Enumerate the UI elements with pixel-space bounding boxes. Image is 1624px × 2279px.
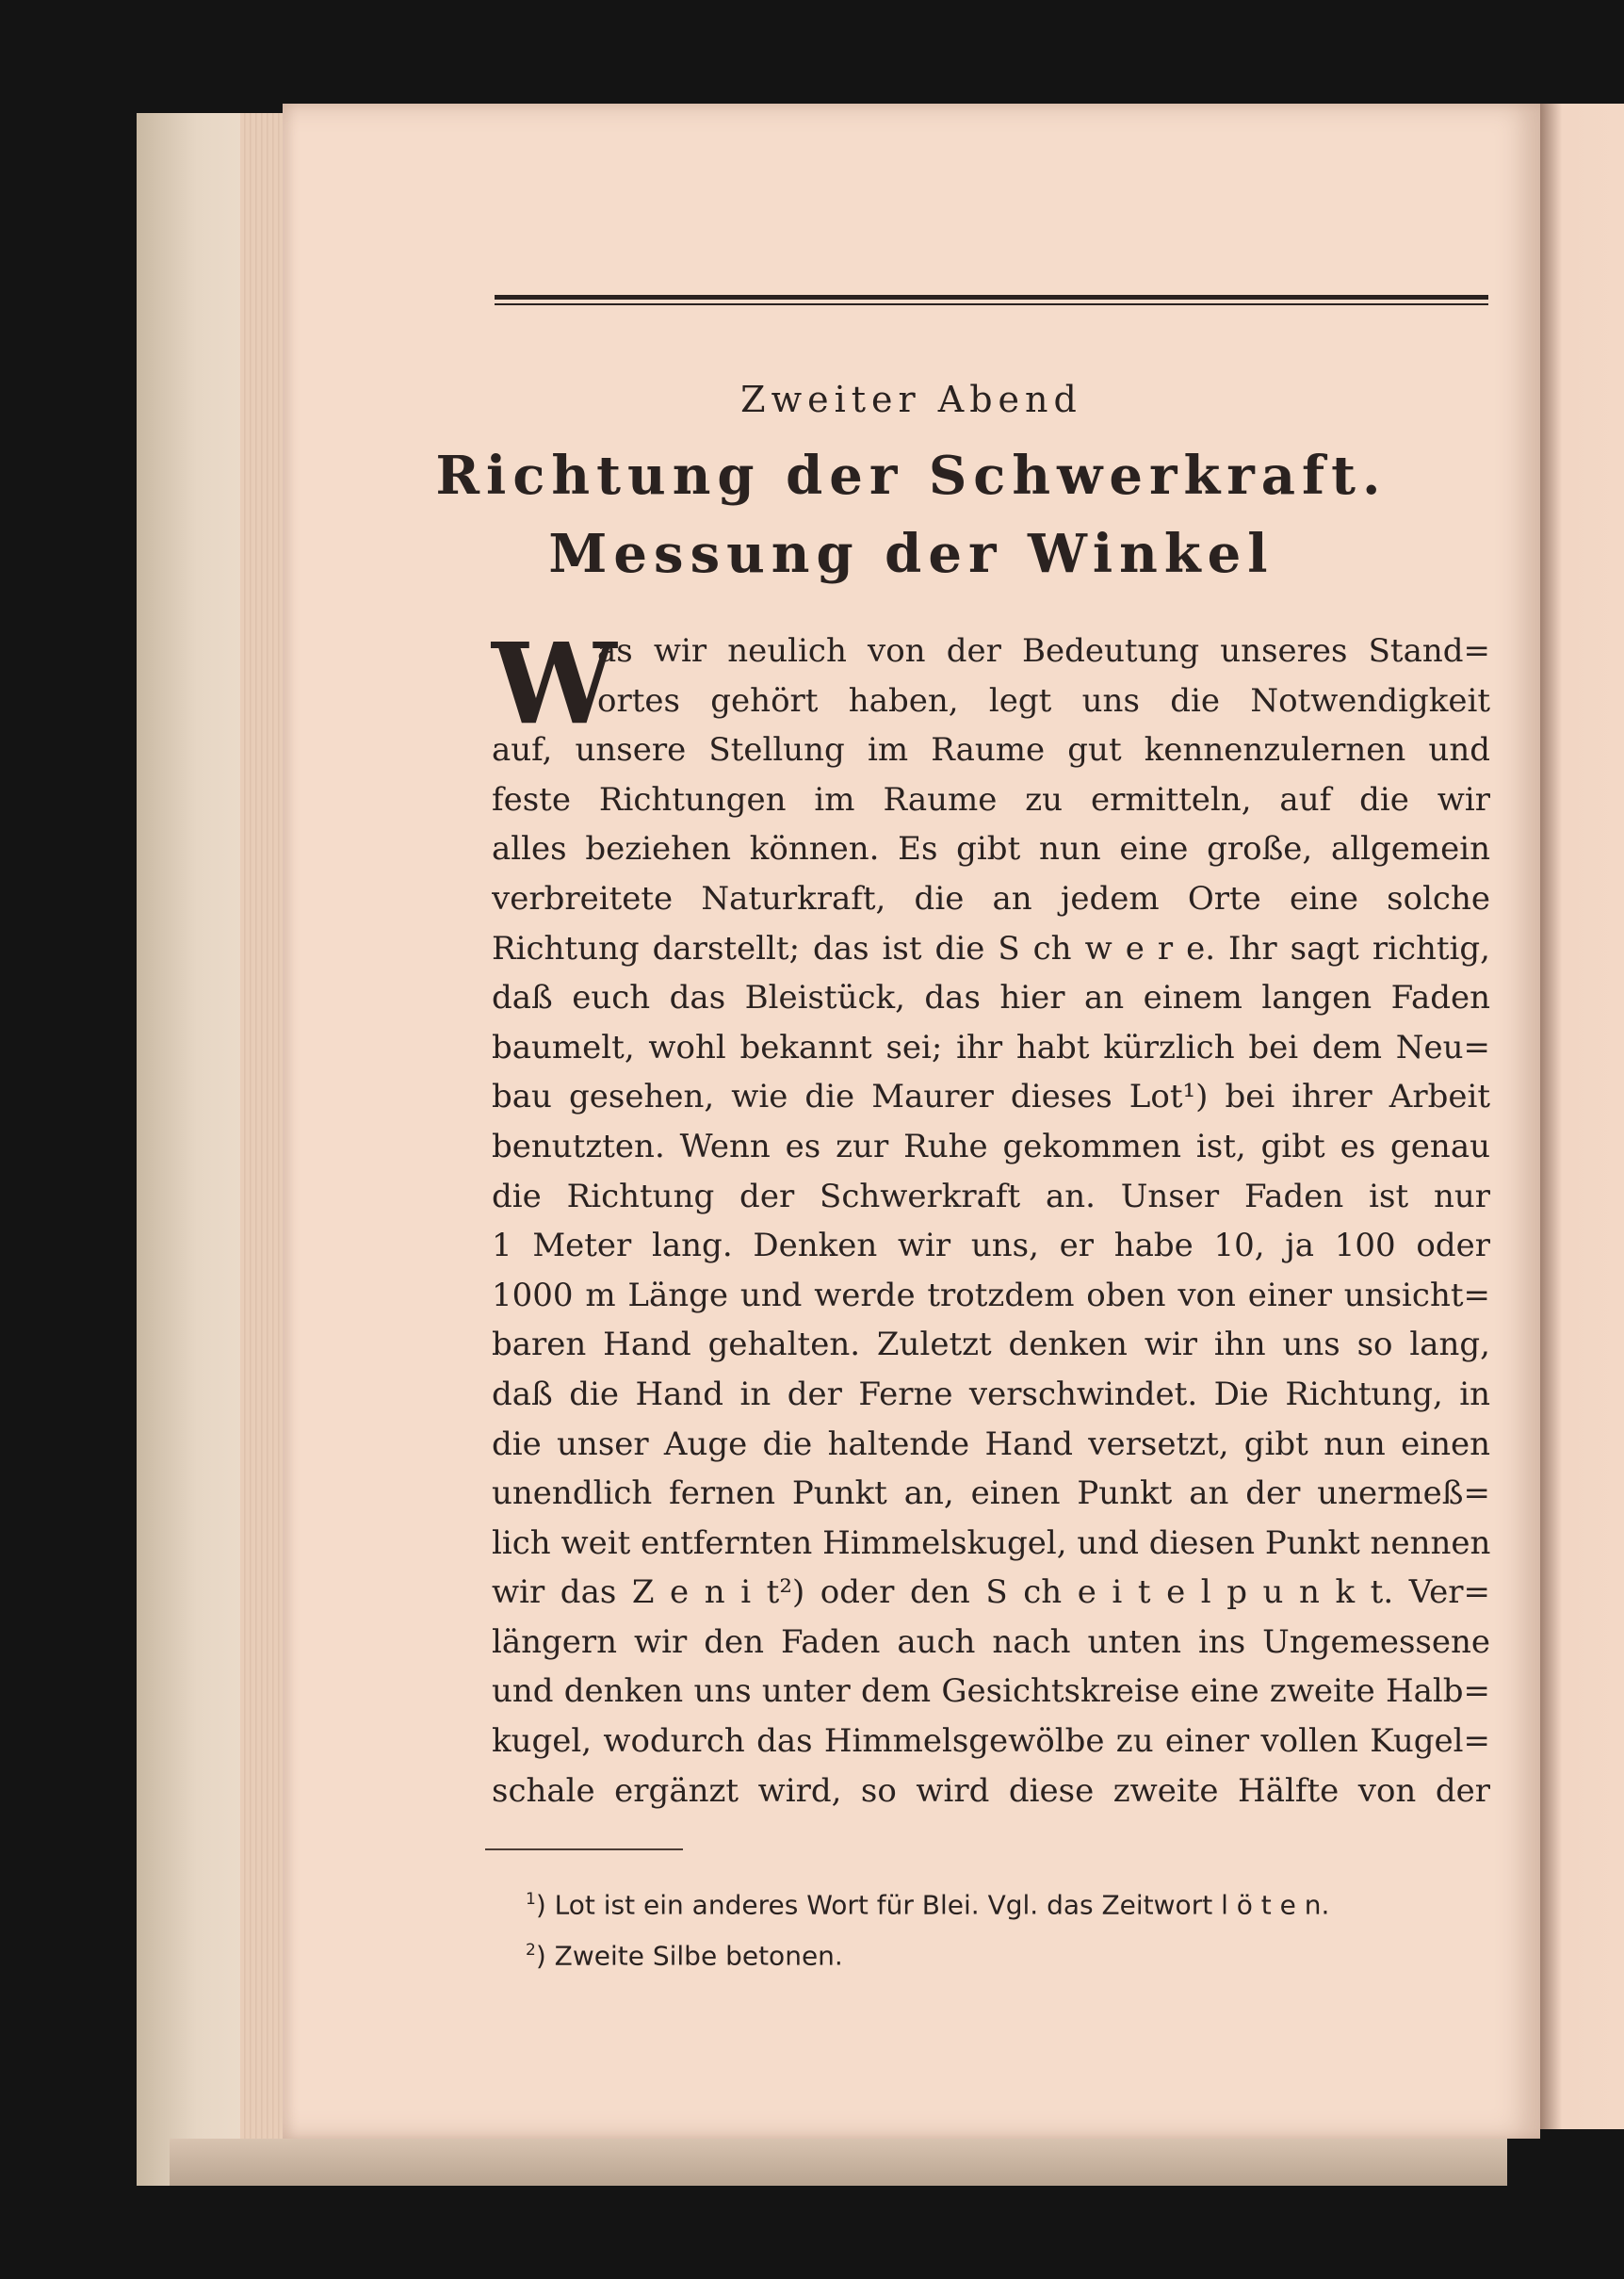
chapter-title-line-1: Richtung der Schwerkraft. <box>435 445 1388 507</box>
body-line: bau gesehen, wie die Maurer dieses Lot¹) bei ihrer Arbeit <box>492 1078 1490 1116</box>
body-line: ortes gehört haben, legt uns die Notwendigkeit <box>597 681 1490 720</box>
footnote-mark: 2 <box>526 1941 536 1961</box>
body-line: und denken uns unter dem Gesichtskreise eine zweite Halb= <box>492 1672 1490 1711</box>
body-line: 1 Meter lang. Denken wir uns, er habe 10, ja 100 oder <box>492 1227 1490 1265</box>
body-line: unendlich fernen Punkt an, einen Punkt an der unermeß= <box>492 1474 1490 1513</box>
body-line: baren Hand gehalten. Zuletzt denken wir ihn uns so lang, <box>492 1326 1490 1364</box>
body-line: benutzten. Wenn es zur Ruhe gekommen ist, gibt es genau <box>492 1127 1490 1165</box>
body-line: baumelt, wohl bekannt sei; ihr habt kürzlich bei dem Neu= <box>492 1028 1490 1066</box>
footnote-text: Zweite Silbe betonen. <box>554 1940 843 1972</box>
footnote-text: Lot ist ein anderes Wort für Blei. Vgl. das Zeitwort l ö t e n. <box>554 1889 1330 1921</box>
book-page <box>283 104 1540 2139</box>
facing-page-edge <box>1535 104 1624 2129</box>
body-line: alles beziehen können. Es gibt nun eine große, allgemein <box>492 830 1490 869</box>
drop-cap-initial: W <box>492 618 617 749</box>
body-line: feste Richtungen im Raume zu ermitteln, auf die wir <box>492 780 1490 819</box>
body-line: längern wir den Faden auch nach unten ins Ungemessene <box>492 1622 1490 1661</box>
footnote-mark: 1 <box>526 1890 536 1909</box>
body-line: daß euch das Bleistück, das hier an einem langen Faden <box>492 979 1490 1017</box>
body-line: 1000 m Länge und werde trotzdem oben von einer unsicht= <box>492 1276 1490 1314</box>
body-line: verbreitete Naturkraft, die an jedem Orte eine solche <box>492 879 1490 918</box>
body-line: die unser Auge die haltende Hand versetzt, gibt nun einen <box>492 1424 1490 1463</box>
body-line: wir das Z e n i t²) oder den S ch e i t e l p u n k t. Ver= <box>492 1573 1490 1612</box>
body-line: auf, unsere Stellung im Raume gut kennenzulernen und <box>492 731 1490 770</box>
footnote-rule <box>485 1848 683 1850</box>
body-line: as wir neulich von der Bedeutung unseres Stand= <box>597 632 1490 670</box>
body-line: Richtung darstellt; das ist die S ch w e r e. Ihr sagt richtig, <box>492 929 1490 968</box>
chapter-subtitle: Zweiter Abend <box>740 379 1082 420</box>
footnotes <box>526 1877 1496 1979</box>
body-line: schale ergänzt wird, so wird diese zweite Hälfte von der <box>492 1771 1490 1810</box>
book-bottom-edge <box>170 2139 1507 2186</box>
body-line: daß die Hand in der Ferne verschwindet. Die Richtung, in <box>492 1375 1490 1413</box>
footnote-paren: ) <box>535 1889 555 1921</box>
header-rule-thin <box>495 303 1488 305</box>
chapter-title-line-2: Messung der Winkel <box>548 523 1275 585</box>
footnote <box>526 1877 1496 1928</box>
footnote <box>526 1928 1496 1978</box>
footnote-paren: ) <box>535 1940 555 1972</box>
body-line: lich weit entfernten Himmelskugel, und diesen Punkt nennen <box>492 1523 1490 1562</box>
body-line: die Richtung der Schwerkraft an. Unser Faden ist nur <box>492 1177 1490 1215</box>
body-text <box>492 618 1490 1815</box>
header-rule-thick <box>495 295 1488 300</box>
body-line: kugel, wodurch das Himmelsgewölbe zu einer vollen Kugel= <box>492 1722 1490 1761</box>
